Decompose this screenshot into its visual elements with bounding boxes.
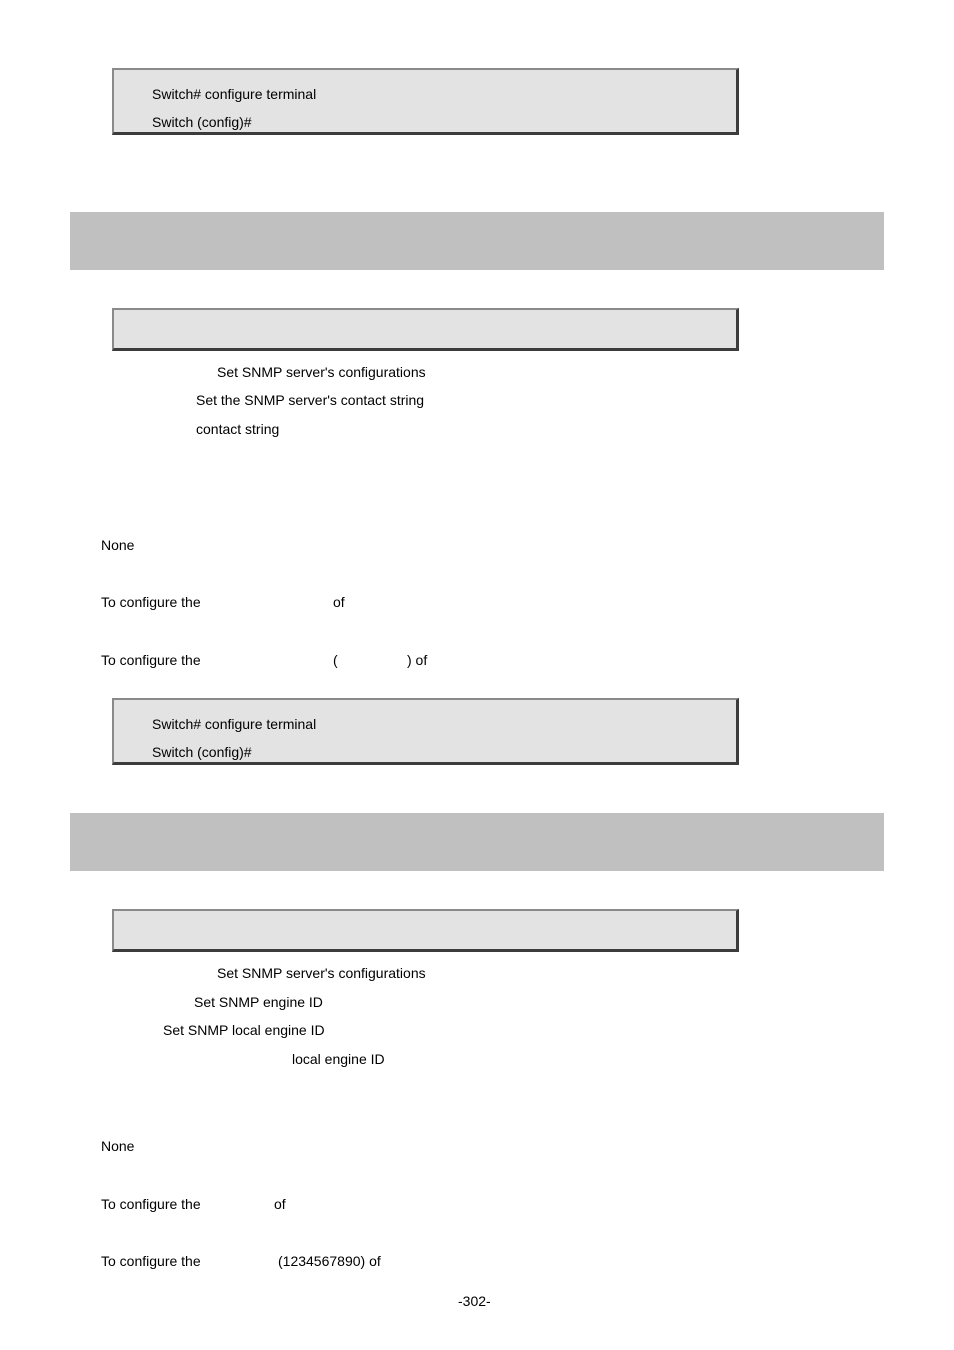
parameter-description: Set SNMP server's configurations (217, 364, 426, 380)
code-line: Switch (config)# (152, 114, 252, 130)
usage-text: of (333, 594, 345, 610)
section-heading-band (70, 813, 884, 871)
parameter-description: local engine ID (292, 1051, 385, 1067)
command-syntax-box (112, 308, 739, 351)
example-code-box (112, 698, 739, 765)
example-code-box-top (112, 68, 739, 135)
command-syntax-box (112, 909, 739, 952)
parameter-description: Set SNMP engine ID (194, 994, 323, 1010)
usage-text: (1234567890) of (278, 1253, 381, 1269)
code-line: Switch# configure terminal (152, 716, 317, 732)
parameter-description: Set the SNMP server's contact string (196, 392, 425, 408)
parameter-description: contact string (196, 421, 280, 437)
parameter-description: Set SNMP server's configurations (217, 965, 426, 981)
usage-text: ) of (407, 652, 428, 668)
page-number: -302- (458, 1293, 491, 1309)
usage-text: To configure the (101, 652, 201, 668)
default-value: None (101, 1138, 135, 1154)
code-line: Switch (config)# (152, 744, 252, 760)
usage-text: To configure the (101, 1196, 201, 1212)
parameter-description: Set SNMP local engine ID (163, 1022, 325, 1038)
default-value: None (101, 537, 135, 553)
code-line: Switch# configure terminal (152, 86, 317, 102)
usage-text: ( (333, 652, 338, 668)
usage-text: of (274, 1196, 286, 1212)
usage-text: To configure the (101, 594, 201, 610)
usage-text: To configure the (101, 1253, 201, 1269)
section-heading-band (70, 212, 884, 270)
